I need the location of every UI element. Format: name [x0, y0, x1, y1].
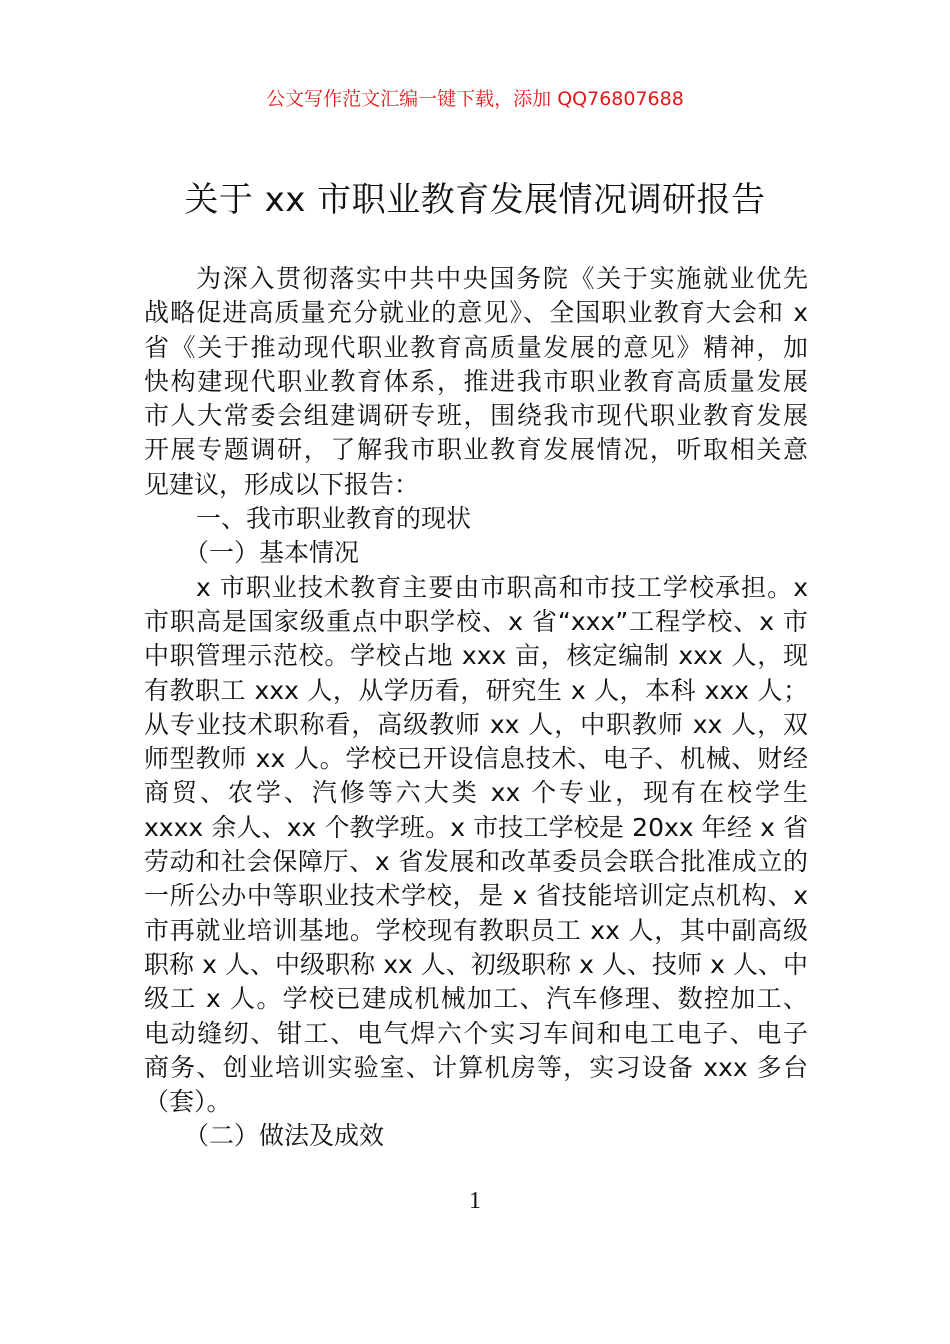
paragraph-line: xxxx 余人、xx 个教学班。x 市技工学校是 20xx 年经 x 省	[144, 812, 808, 842]
page-number: 1	[469, 1188, 481, 1214]
section-heading: 一、我市职业教育的现状	[196, 504, 472, 534]
paragraph-line: 从专业技术职称看，高级教师 xx 人，中职教师 xx 人，双	[144, 709, 809, 739]
paragraph-line: 市职高是国家级重点中职学校、x 省“xxx”工程学校、x 市	[144, 606, 808, 636]
subsection-heading: （二）做法及成效	[184, 1121, 385, 1151]
paragraph-line: 开展专题调研，了解我市职业教育发展情况，听取相关意	[144, 435, 808, 465]
paragraph-line: 有教职工 xxx 人，从学历看，研究生 x 人，本科 xxx 人；	[144, 675, 808, 705]
download-banner: 公文写作范文汇编一键下载，添加 QQ76807688	[266, 88, 684, 110]
paragraph-line: 为深入贯彻落实中共中央国务院《关于实施就业优先	[196, 264, 808, 293]
document-body	[144, 262, 808, 1154]
paragraph-line: （套）。	[144, 1087, 232, 1117]
paragraph-line: 省《关于推动现代职业教育高质量发展的意见》精神，加	[144, 332, 808, 362]
paragraph-line: 劳动和社会保障厅、x 省发展和改革委员会联合批准成立的	[144, 847, 808, 877]
paragraph-line: 市再就业培训基地。学校现有教职员工 xx 人，其中副高级	[144, 915, 808, 945]
paragraph-line: 商贸、农学、汽修等六大类 xx 个专业，现有在校学生	[144, 778, 808, 808]
paragraph-line: 商务、创业培训实验室、计算机房等，实习设备 xxx 多台	[144, 1052, 808, 1082]
paragraph-line: 快构建现代职业教育体系，推进我市职业教育高质量发展	[144, 366, 808, 396]
subsection-heading: （一）基本情况	[184, 538, 360, 568]
paragraph-line: 见建议，形成以下报告：	[144, 469, 420, 499]
paragraph-line: 市人大常委会组建调研专班，围绕我市现代职业教育发展	[144, 401, 808, 431]
paragraph-line: 战略促进高质量充分就业的意见》、全国职业教育大会和 x	[144, 298, 808, 328]
paragraph-line: 师型教师 xx 人。学校已开设信息技术、电子、机械、财经	[144, 744, 808, 774]
paragraph-line: 职称 x 人、中级职称 xx 人、初级职称 x 人、技师 x 人、中	[144, 949, 808, 979]
paragraph-line: 级工 x 人。学校已建成机械加工、汽车修理、数控加工、	[144, 984, 808, 1014]
paragraph-line: 中职管理示范校。学校占地 xxx 亩，核定编制 xxx 人，现	[144, 641, 808, 671]
paragraph-line: 一所公办中等职业技术学校，是 x 省技能培训定点机构、x	[144, 881, 808, 911]
paragraph-line: 电动缝纫、钳工、电气焊六个实习车间和电工电子、电子	[144, 1018, 808, 1048]
paragraph-line: x 市职业技术教育主要由市职高和市技工学校承担。x	[196, 572, 808, 602]
document-title: 关于 xx 市职业教育发展情况调研报告	[184, 180, 766, 220]
